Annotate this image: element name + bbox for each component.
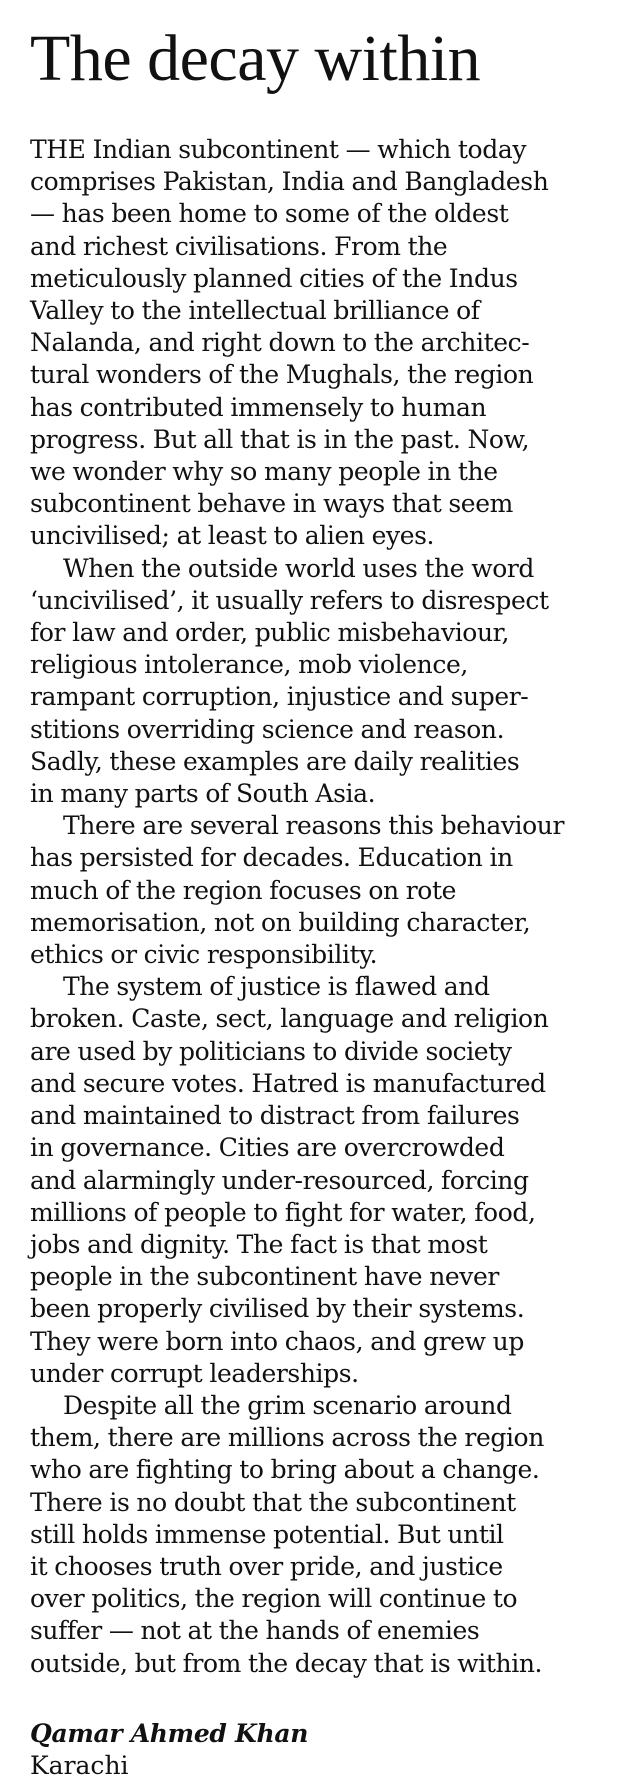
text-line: tural wonders of the Mughals, the region [30, 360, 534, 390]
text-line: Valley to the intellectual brilliance of [30, 296, 480, 326]
paragraph [30, 810, 616, 971]
text-line: THE Indian subcontinent — which today [30, 135, 527, 164]
text-line: and maintained to distract from failures [30, 1101, 520, 1131]
headline: The decay within [30, 22, 481, 95]
author-city: Karachi [30, 1750, 129, 1780]
text-line: people in the subcontinent have never [30, 1262, 499, 1292]
text-line: over politics, the region will continue to [30, 1584, 518, 1614]
text-line: has contributed immensely to human [30, 392, 487, 422]
paragraph [30, 134, 616, 553]
text-line: and secure votes. Hatred is manufactured [30, 1068, 546, 1098]
text-line: Sadly, these examples are daily realities [30, 746, 520, 776]
text-line: There is no doubt that the subcontinent [30, 1487, 516, 1517]
paragraph [30, 553, 616, 811]
text-line: comprises Pakistan, India and Bangladesh [30, 167, 549, 197]
text-line: religious intolerance, mob violence, [30, 650, 468, 680]
text-line: we wonder why so many people in the [30, 457, 498, 487]
text-line: The system of justice is flawed and [63, 972, 490, 1002]
text-line: ‘uncivilised’, it usually refers to disrespect [30, 585, 549, 615]
text-line: meticulously planned cities of the Indus [30, 263, 518, 293]
text-line: much of the region focuses on rote [30, 875, 456, 905]
text-line: and richest civilisations. From the [30, 231, 448, 261]
text-line: When the outside world uses the word [63, 553, 535, 583]
letter-article [30, 20, 616, 1782]
signature-block [30, 1718, 616, 1782]
text-line: There are several reasons this behaviour [63, 811, 565, 841]
text-line: suffer — not at the hands of enemies [30, 1616, 480, 1646]
text-line: subcontinent behave in ways that seem [30, 489, 513, 519]
text-line: who are fighting to bring about a change. [30, 1455, 540, 1485]
text-line: progress. But all that is in the past. Now, [30, 424, 530, 454]
author-name: Qamar Ahmed Khan [30, 1718, 309, 1748]
text-line: in governance. Cities are overcrowded [30, 1133, 505, 1163]
text-line: — has been home to some of the oldest [30, 199, 509, 229]
text-line: rampant corruption, injustice and super- [30, 682, 529, 712]
text-line: them, there are millions across the region [30, 1423, 544, 1453]
text-line: been properly civilised by their systems. [30, 1294, 525, 1324]
text-line: outside, but from the decay that is within. [30, 1648, 543, 1678]
article-body [30, 134, 616, 1680]
text-line: broken. Caste, sect, language and religion [30, 1004, 549, 1034]
text-line: They were born into chaos, and grew up [30, 1326, 524, 1356]
text-line: still holds immense potential. But until [30, 1519, 504, 1549]
text-line: are used by politicians to divide society [30, 1036, 512, 1066]
text-line: has persisted for decades. Education in [30, 843, 513, 873]
text-line: for law and order, public misbehaviour, [30, 618, 510, 648]
text-line: Despite all the grim scenario around [63, 1390, 512, 1420]
text-line: it chooses truth over pride, and justice [30, 1551, 503, 1581]
paragraph [30, 1390, 616, 1680]
text-line: uncivilised; at least to alien eyes. [30, 521, 435, 551]
text-line: jobs and dignity. The fact is that most [30, 1229, 488, 1259]
text-line: ethics or civic responsibility. [30, 940, 378, 970]
text-line: memorisation, not on building character, [30, 907, 531, 937]
text-line: under corrupt leaderships. [30, 1358, 359, 1388]
text-line: Nalanda, and right down to the architec- [30, 328, 530, 358]
paragraph [30, 971, 616, 1390]
text-line: stitions overriding science and reason. [30, 714, 505, 744]
text-line: and alarmingly under-resourced, forcing [30, 1165, 529, 1195]
text-line: in many parts of South Asia. [30, 779, 376, 809]
text-line: millions of people to fight for water, food, [30, 1197, 536, 1227]
